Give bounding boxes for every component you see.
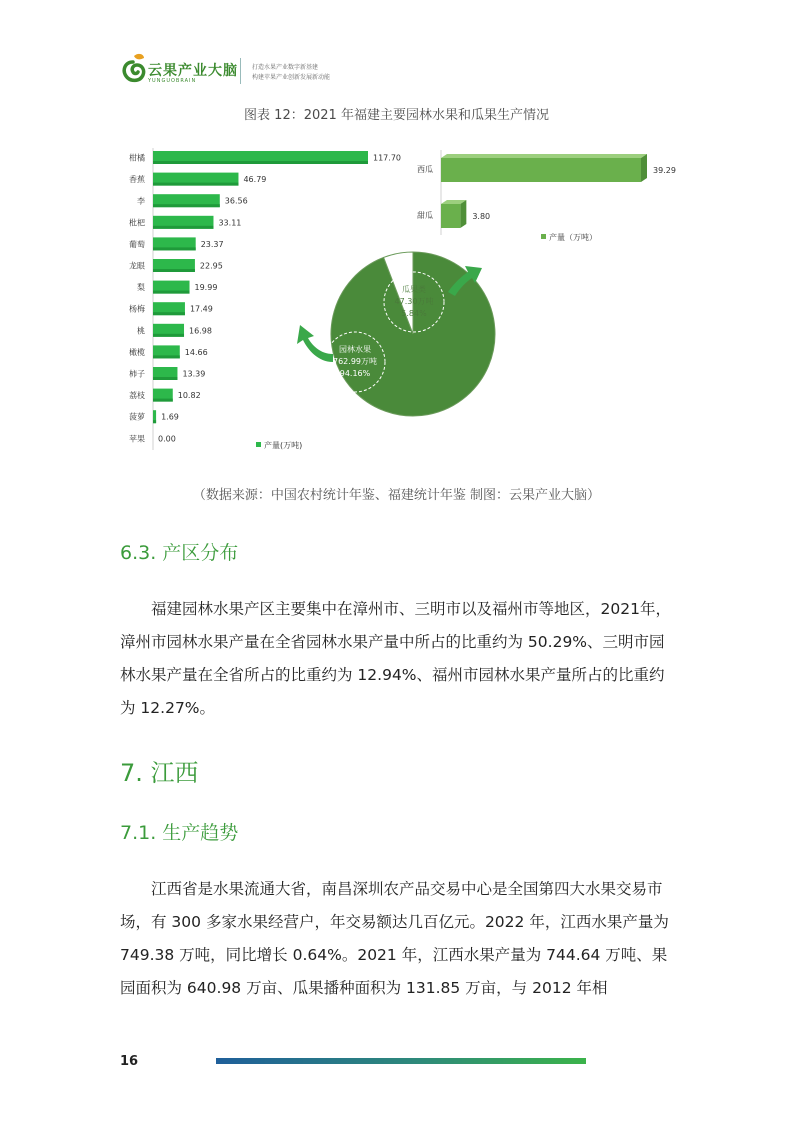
- value-label: 17.49: [189, 304, 213, 314]
- footer-gradient-bar: [216, 1058, 586, 1064]
- horizontal-bar-chart-melons: [417, 150, 676, 242]
- legend-label: 产量（万吨）: [549, 233, 597, 242]
- bar-shadow: [153, 355, 180, 358]
- value-label: 33.11: [218, 218, 242, 228]
- fruit-production-chart: [0, 140, 793, 470]
- bar-shadow: [153, 183, 238, 186]
- bar-shadow: [153, 247, 196, 250]
- value-label: 10.82: [177, 391, 201, 401]
- category-label: 枇杷: [129, 218, 145, 228]
- bar: [441, 158, 641, 182]
- pie-chart-fruit-share: [297, 252, 495, 416]
- bar-shadow: [153, 161, 368, 164]
- bar-shadow: [153, 291, 190, 294]
- value-label: 13.39: [182, 369, 206, 379]
- category-label: 龙眼: [129, 261, 145, 271]
- category-label: 柿子: [129, 369, 145, 379]
- value-label: 46.79: [243, 175, 267, 185]
- section-heading-7-1: 7.1. 生产趋势: [120, 822, 239, 844]
- pie-label: 5.84%: [401, 309, 427, 318]
- category-label: 西瓜: [417, 165, 433, 174]
- bar-shadow: [153, 399, 173, 402]
- brand-latin: YUNGUOBRAIN: [148, 78, 197, 84]
- brand-name: 云果产业大脑: [148, 63, 238, 79]
- value-label: 14.66: [184, 347, 208, 357]
- bar-shadow: [153, 420, 156, 423]
- pie-label: 762.99万吨: [333, 357, 377, 366]
- brand-logo-icon: [120, 52, 146, 84]
- bar-top: [441, 154, 647, 158]
- category-label: 杨梅: [129, 304, 145, 314]
- category-label: 梨: [137, 283, 145, 293]
- pie-label: 47.30万吨: [394, 297, 434, 306]
- category-label: 橄榄: [129, 347, 145, 357]
- value-label: 36.56: [224, 196, 248, 206]
- bar-shadow: [153, 226, 213, 229]
- arrow-left-icon: [297, 325, 333, 362]
- category-label: 香蕉: [129, 175, 145, 185]
- header-divider: [240, 58, 241, 84]
- page-number: 16: [120, 1054, 139, 1069]
- bar-shadow: [153, 312, 185, 315]
- bar: [441, 204, 460, 228]
- bar-shadow: [153, 204, 220, 207]
- category-label: 李: [137, 196, 145, 206]
- bar-side: [460, 200, 466, 228]
- category-label: 葡萄: [129, 239, 145, 249]
- paragraph-jiangxi-trend: 江西省是水果流通大省，南昌深圳农产品交易中心是全国第四大水果交易市场，有 300 多家水果经营户，年交易额达几百亿元。2022 年，江西水果产量为 749.38 万吨，同比增长 0.64%。2021 年，江西水果产量为 744.64 万吨、果园面积为 640.98 万亩、瓜果播种面积为 131.85 万亩，与 2012 年相: [120, 880, 669, 997]
- section-heading-7: 7. 江西: [120, 759, 199, 787]
- pie-label: 园林水果: [339, 345, 371, 354]
- category-label: 苹果: [129, 434, 145, 444]
- value-label: 117.70: [373, 153, 401, 163]
- legend-label: 产量(万吨): [264, 441, 303, 450]
- bar-shadow: [153, 377, 177, 380]
- value-label: 0.00: [158, 434, 176, 444]
- legend-swatch: [541, 234, 546, 239]
- value-label: 3.80: [472, 212, 491, 221]
- category-label: 荔枝: [129, 391, 145, 401]
- paragraph-production-areas: 福建园林水果产区主要集中在漳州市、三明市以及福州市等地区，2021年，漳州市园林水果产量在全省园林水果产量中所占的比重约为 50.29%、三明市园林水果产量在全省所占的比重约为 12.94%、福州市园林水果产量所占的比重约为 12.27%。: [120, 600, 671, 717]
- figure-source: （数据来源：中国农村统计年鉴、福建统计年鉴 制图：云果产业大脑）: [192, 488, 601, 503]
- legend-swatch: [256, 442, 261, 447]
- slogan-line-1: 打造水果产业数字新基建: [252, 64, 319, 71]
- category-label: 菠萝: [129, 412, 145, 422]
- bar-shadow: [153, 334, 184, 337]
- value-label: 23.37: [200, 239, 224, 249]
- value-label: 1.69: [161, 412, 179, 422]
- slogan-line-2: 构建苹果产业创新发展新动能: [252, 74, 331, 81]
- bar-side: [641, 154, 647, 182]
- value-label: 19.99: [194, 283, 218, 293]
- figure-title: 图表 12：2021 年福建主要园林水果和瓜果生产情况: [244, 108, 549, 123]
- value-label: 22.95: [199, 261, 223, 271]
- pie-label: 94.16%: [339, 369, 371, 378]
- category-label: 甜瓜: [417, 211, 433, 220]
- category-label: 柑橘: [129, 153, 145, 163]
- section-heading-6-3: 6.3. 产区分布: [120, 542, 239, 564]
- value-label: 16.98: [189, 326, 212, 336]
- pie-label: 瓜果类: [402, 285, 426, 294]
- bar-shadow: [153, 269, 195, 272]
- category-label: 桃: [137, 326, 145, 336]
- value-label: 39.29: [653, 166, 676, 175]
